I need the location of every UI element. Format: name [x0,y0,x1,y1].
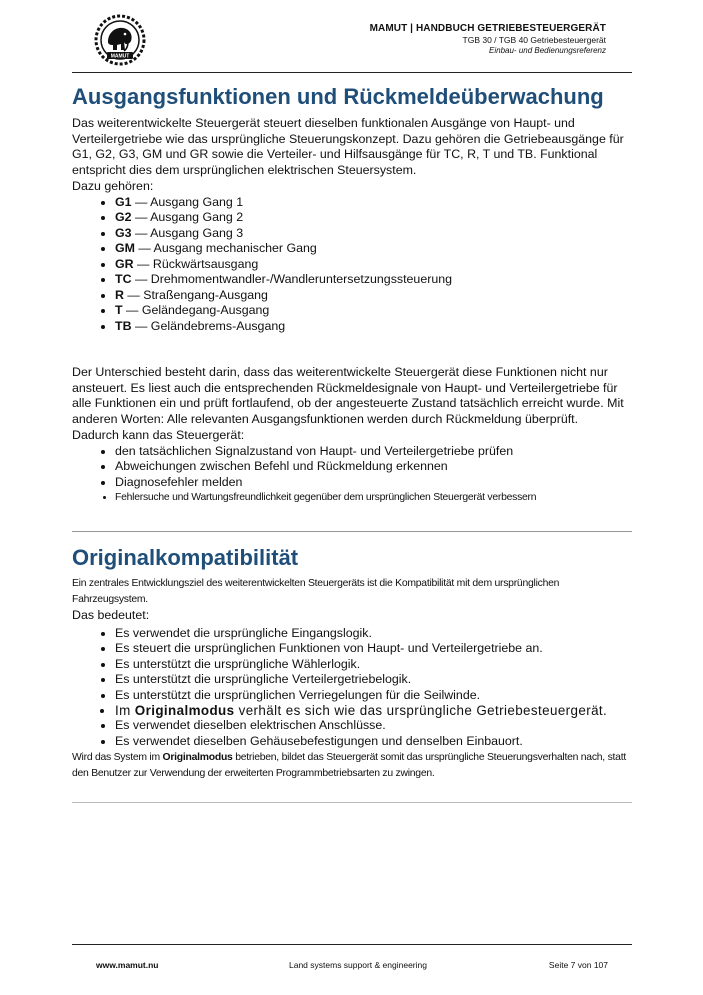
list-item: • G1 — Ausgang Gang 1 [115,195,634,211]
list-item: • G3 — Ausgang Gang 3 [115,226,634,242]
intro-paragraph: Das weiterentwickelte Steuergerät steuert dieselben funktionalen Ausgänge von Haupt- und Verteilergetriebe wie das ursprüngliche Steuerungskonzept. Dazu gehören die Getriebeausgänge für G1, G2, G3, GM und GR sowie die Verteiler- und Hilfsausgänge für TC, R, T und TB. Funktional entspricht dies dem ursprünglichen elektrischen Steuersystem. [72,116,624,177]
document-subtitle: TGB 30 / TGB 40 Getriebesteuergerät [462,35,606,45]
page-header [72,12,632,72]
section-compatibility [72,545,634,781]
header-divider [72,72,632,73]
list-item: • TB — Geländebrems-Ausgang [115,319,634,335]
list-item: • Abweichungen zwischen Befehl und Rückmeldung erkennen [115,459,634,475]
list-item: • G2 — Ausgang Gang 2 [115,210,634,226]
list-item: • TC — Drehmomentwandler-/Wandleruntersetzungssteuerung [115,272,634,288]
list-item: • T — Geländegang-Ausgang [115,303,634,319]
list-item: • Es unterstützt die ursprüngliche Wählerlogik. [115,657,634,673]
list-item: • GM — Ausgang mechanischer Gang [115,241,634,257]
closing-paragraph: Wird das System im Originalmodus betrieben, bildet das Steuergerät somit das ursprüngliche Steuerungsverhalten nach, statt den Benutzer zur Verwendung der erweiterten Programmbetriebsarten zu zwingen. [72,752,626,779]
list-item: • Es verwendet dieselben elektrischen Anschlüsse. [115,718,634,734]
section-divider [72,531,632,532]
list-item: • R — Straßengang-Ausgang [115,288,634,304]
means-label: Das bedeutet: [72,608,150,622]
list-item: • GR — Rückwärtsausgang [115,257,634,273]
page-number: Seite 7 von 107 [548,960,608,970]
output-list [72,195,634,335]
content-end-divider [72,802,632,803]
footer-tagline: Land systems support & engineering [289,960,427,970]
list-item: • Es steuert die ursprünglichen Funktionen von Haupt- und Verteilergetriebe an. [115,641,634,657]
footer-divider [72,944,632,945]
compat-intro: Ein zentrales Entwicklungsziel des weiterentwickelten Steuergeräts ist die Kompatibilität mit dem ursprünglichen Fahrzeugsystem. [72,578,560,605]
list-item: • Es verwendet dieselben Gehäusebefestigungen und denselben Einbauort. [115,734,634,750]
website-link[interactable]: www.mamut.nu [96,960,159,970]
compat-list [72,626,634,750]
capabilities-list [72,444,634,506]
list-intro: Dazu gehören: [72,179,154,193]
document-title: MAMUT | HANDBUCH GETRIEBESTEUERGERÄT [369,23,606,34]
list-item: • Es verwendet die ursprüngliche Eingangslogik. [115,626,634,642]
section-heading: Ausgangsfunktionen und Rückmeldeüberwachung [72,84,604,109]
list-item: • den tatsächlichen Signalzustand von Haupt- und Verteilergetriebe prüfen [115,444,634,460]
document-subtitle-2: Einbau- und Bedienungsreferenz [489,46,606,55]
list-item: • Es unterstützt die ursprünglichen Verriegelungen für die Seilwinde. [115,688,634,704]
section-outputs [72,84,634,506]
section-heading: Originalkompatibilität [72,545,299,570]
list-item: • Fehlersuche und Wartungsfreundlichkeit gegenüber dem ursprünglichen Steuergerät verbessern [115,490,634,506]
list-item: • Es unterstützt die ursprüngliche Verteilergetriebelogik. [115,672,634,688]
logo-text: MAMUT [110,53,130,60]
capabilities-intro: Dadurch kann das Steuergerät: [72,428,245,442]
mamut-logo [94,14,146,66]
header-text [370,23,606,55]
difference-paragraph: Der Unterschied besteht darin, dass das weiterentwickelte Steuergerät diese Funktionen nicht nur ansteuert. Es liest auch die entsprechenden Rückmeldesignale von Haupt- und Verteilergetriebe für alle Funktionen ein und prüft fortlaufend, ob der angesteuerte Zustand tatsächlich erreicht wurde. Mit anderen Worten: Alle relevanten Ausgangsfunktionen werden durch Rückmeldung überprüft. [72,365,624,426]
list-item: • Diagnosefehler melden [115,475,634,491]
list-item: • Im Originalmodus verhält es sich wie das ursprüngliche Getriebesteuergerät. [115,703,634,718]
